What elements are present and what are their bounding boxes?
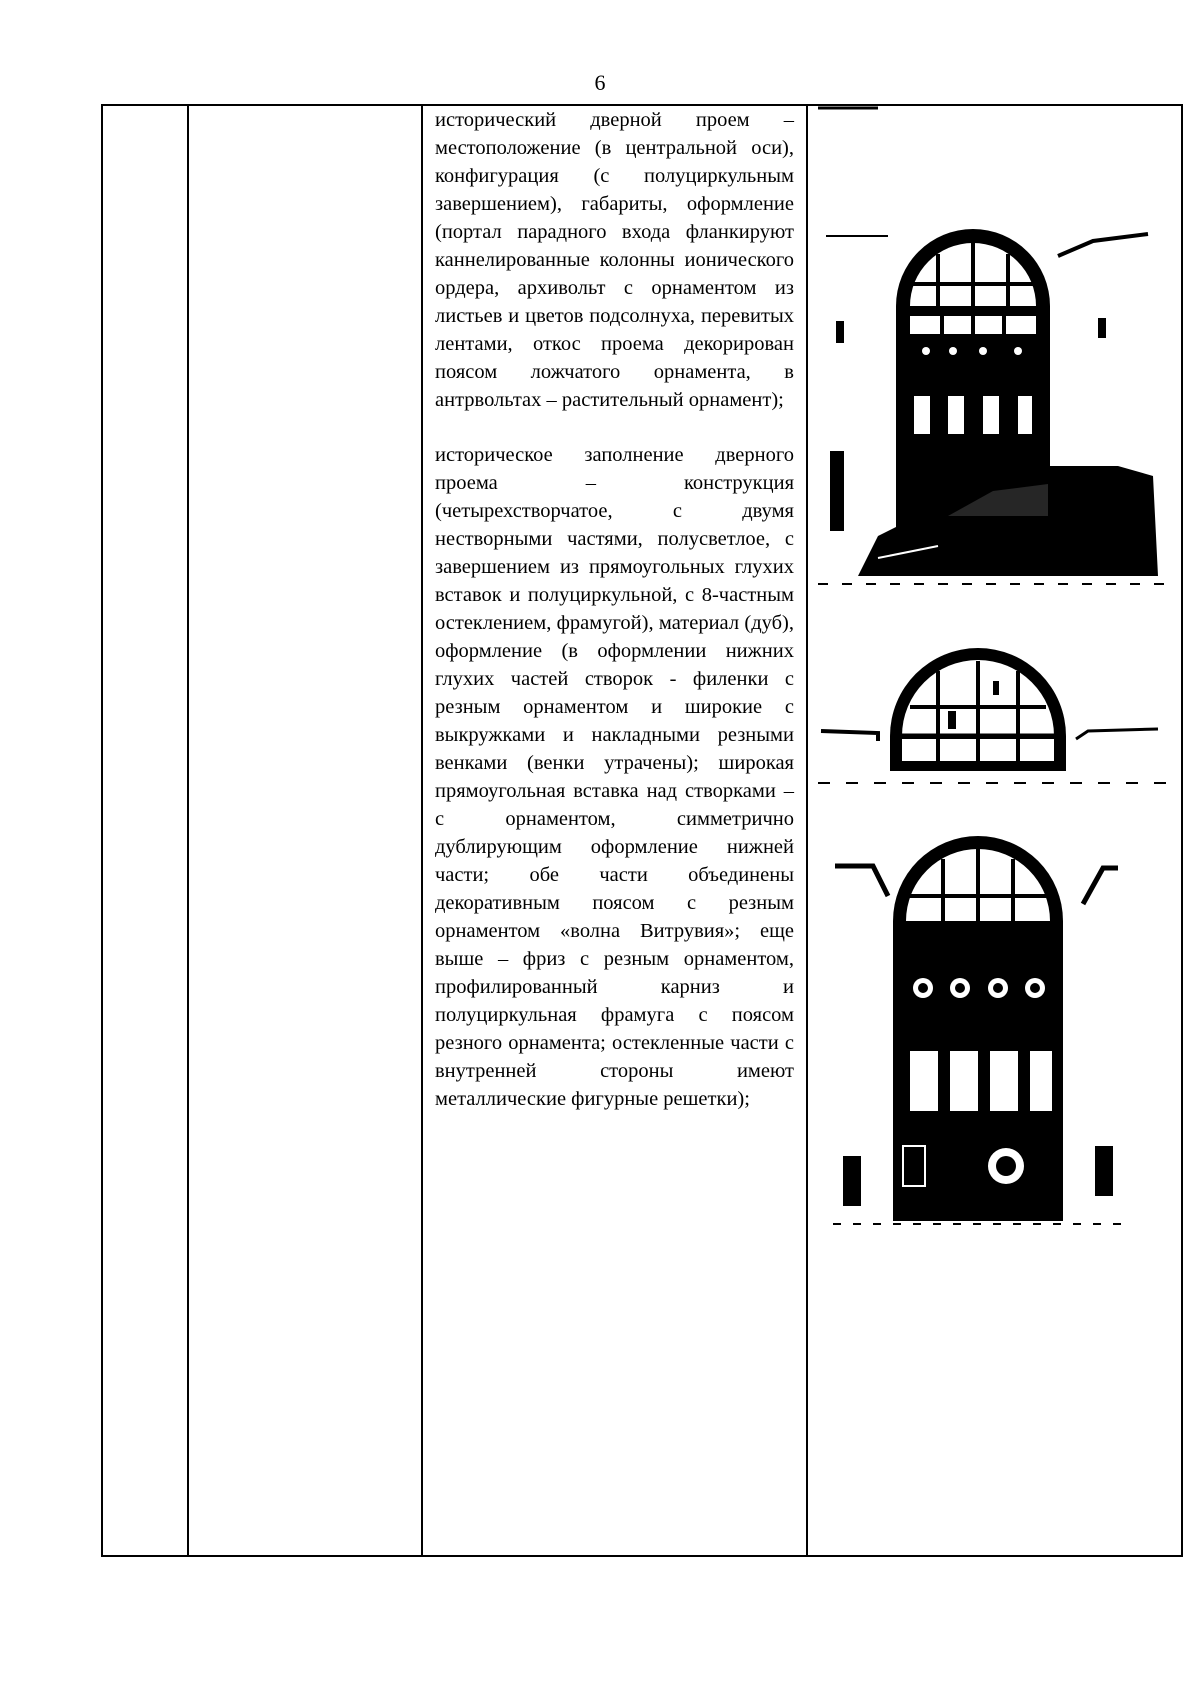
doorway-photo-full: [818, 106, 1168, 601]
monument-subject-table: [101, 104, 1183, 1557]
photos-cell: [807, 105, 1182, 1556]
description-cell: [422, 105, 807, 1556]
element-name-cell: [188, 105, 422, 1556]
description-paragraph-door-filling: историческое заполнение дверного проема – конструкция (четырехстворчатое, с двумя нестворными частями, полусветлое, с завершением из прямоугольных глухих вставок и полуциркульной, с 8-частным остеклением, фрамугой), материал (дуб), оформление (в оформлении нижних глухих частей створок - филенки с резным орнаментом и широкие с выкружками и накладными резными венками (венки утрачены); широкая прямоугольная вставка над створками – с орнаментом, симметрично дублирующим оформление нижней части; обе части объединены декоративным поясом с резным орнаментом «волна Витрувия»; еще выше – фриз с резным орнаментом, профилированный карниз и полуциркульная фрамуга с поясом резного орнамента; остекленные части с внутренней стороны имеют металлические фигурные решетки);: [435, 444, 794, 1110]
description-paragraph-doorway: исторический дверной проем – местоположение (в центральной оси), конфигурация (с полуциркульным завершением), габариты, оформление (портал парадного входа фланкируют каннелированные колонны ионического ордера, архивольт с орнаментом из листьев и цветов подсолнуха, перевитых лентами, откос проема декорирован поясом ложчатого орнамента, в антрвольтах – растительный орнамент);: [435, 109, 794, 411]
number-cell: [102, 105, 188, 1556]
page-number: 6: [594, 70, 606, 95]
door-filling-photo: [833, 826, 1123, 1226]
fanlight-photo: [818, 611, 1168, 801]
